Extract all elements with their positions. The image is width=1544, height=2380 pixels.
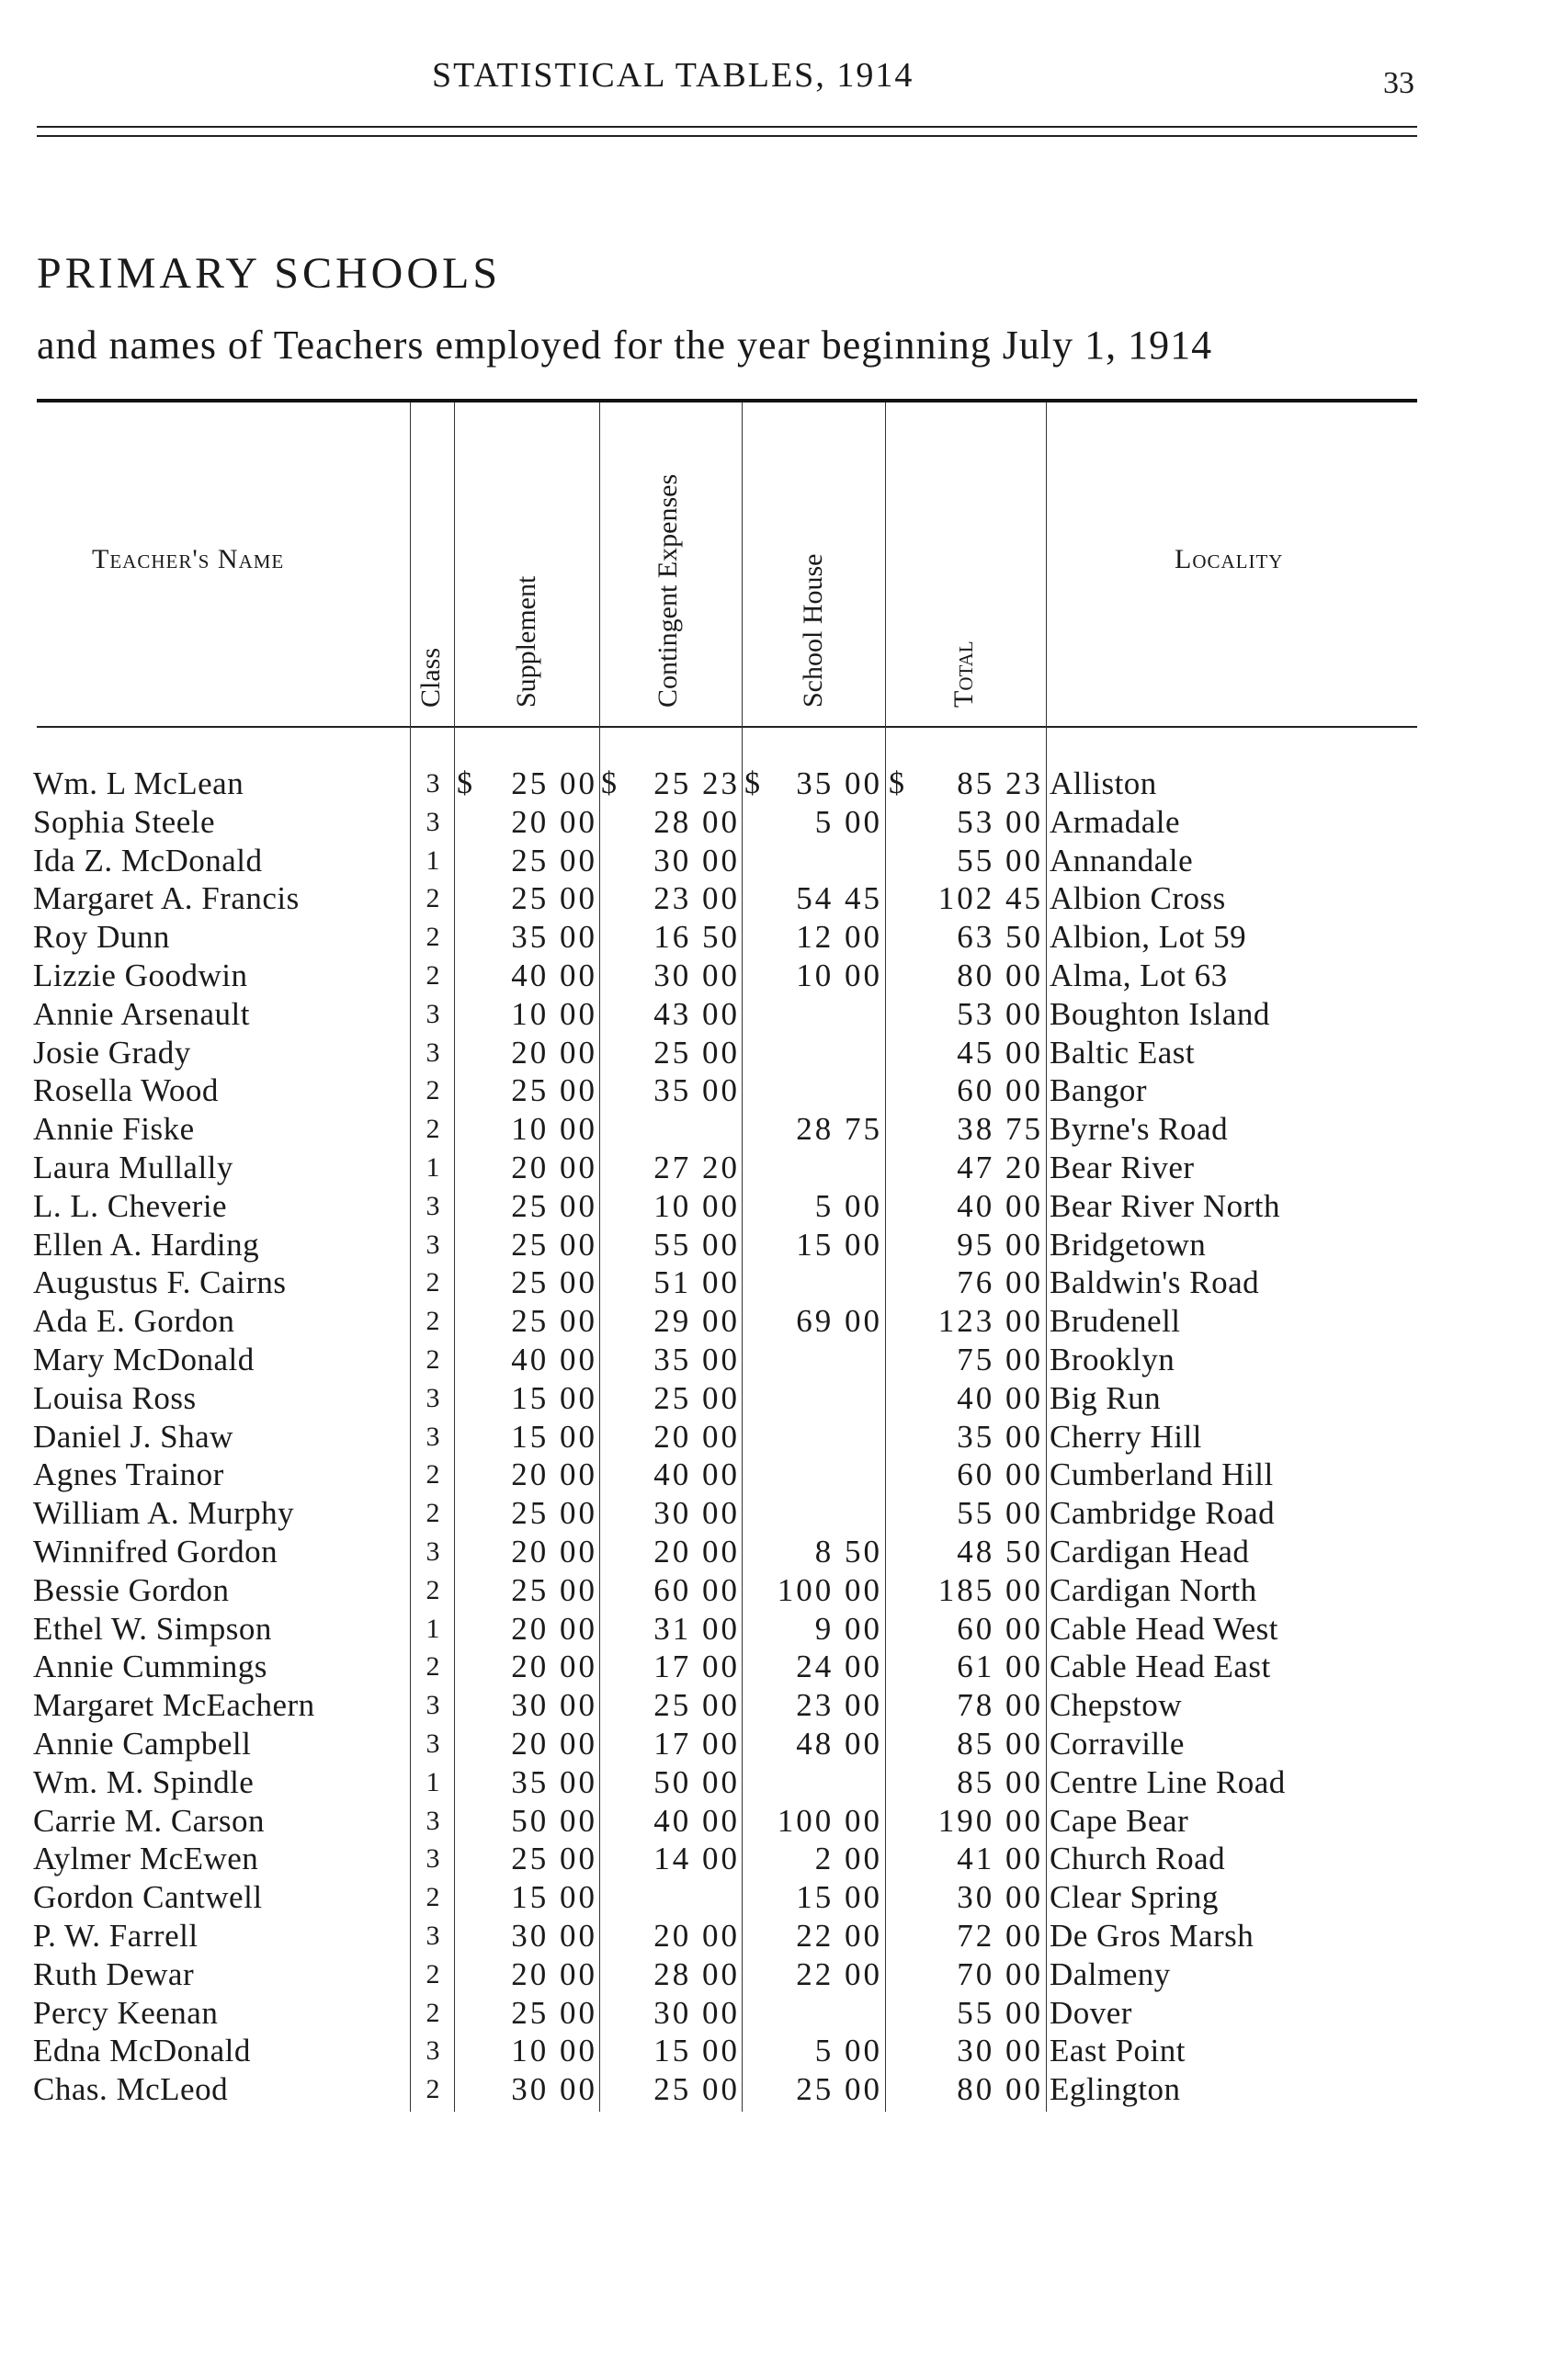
table-row <box>0 765 1544 803</box>
supplement-cell: 10 00 <box>511 995 597 1032</box>
total-cell: 48 50 <box>957 1533 1043 1570</box>
teacher-name: Ellen A. Harding <box>33 1226 260 1263</box>
supplement-cell: 30 00 <box>511 2071 597 2108</box>
contingent-expenses-cell: 20 00 <box>653 1533 740 1570</box>
class-cell: 1 <box>426 1766 440 1797</box>
table-row <box>0 1648 1544 1686</box>
supplement-cell: 25 00 <box>511 1303 597 1340</box>
school-house-cell: 28 75 <box>796 1111 882 1148</box>
class-cell: 2 <box>426 1651 440 1683</box>
locality-cell: Dalmeny <box>1050 1955 1171 1992</box>
contingent-expenses-cell: 30 00 <box>653 1495 740 1532</box>
class-cell: 3 <box>426 1229 440 1260</box>
locality-cell: Chepstow <box>1050 1687 1182 1724</box>
total-cell: 30 00 <box>957 1879 1043 1916</box>
teacher-name: Roy Dunn <box>33 919 170 956</box>
total-cell: 78 00 <box>957 1687 1043 1724</box>
table-row <box>0 1110 1544 1149</box>
school-house-cell: 24 00 <box>796 1649 882 1685</box>
contingent-expenses-cell: 28 00 <box>653 803 740 840</box>
total-cell: 60 00 <box>957 1456 1043 1493</box>
teacher-name: L. L. Cheverie <box>33 1187 228 1224</box>
supplement-cell: 20 00 <box>511 1456 597 1493</box>
table-row <box>0 842 1544 880</box>
total-cell: 40 00 <box>957 1379 1043 1416</box>
locality-cell: Annandale <box>1050 842 1194 878</box>
table-row <box>0 1418 1544 1456</box>
locality-cell: Albion Cross <box>1050 880 1226 917</box>
teachers-table-body <box>0 765 1544 2109</box>
supplement-cell: 25 00 <box>511 1187 597 1224</box>
table-row <box>0 1187 1544 1226</box>
locality-cell: Eglington <box>1050 2071 1181 2108</box>
total-cell: 41 00 <box>957 1841 1043 1877</box>
class-cell: 3 <box>426 998 440 1029</box>
section-title: PRIMARY SCHOOLS <box>37 249 502 298</box>
school-house-cell: 5 00 <box>814 1187 882 1224</box>
teacher-name: Ruth Dewar <box>33 1955 195 1992</box>
table-row <box>0 1763 1544 1802</box>
locality-cell: Big Run <box>1050 1379 1162 1416</box>
total-cell: 63 50 <box>957 919 1043 956</box>
locality-cell: Brudenell <box>1050 1303 1181 1340</box>
locality-cell: Corraville <box>1050 1725 1185 1762</box>
class-cell: 2 <box>426 1114 440 1145</box>
dollar-sign: $ <box>889 766 904 800</box>
total-cell: 30 00 <box>957 2033 1043 2069</box>
supplement-cell: 50 00 <box>511 1802 597 1839</box>
school-house-cell: 12 00 <box>796 919 882 956</box>
teacher-name: Rosella Wood <box>33 1072 219 1109</box>
class-cell: 3 <box>426 1690 440 1721</box>
class-cell: 2 <box>426 1343 440 1375</box>
contingent-expenses-cell: 28 00 <box>653 1955 740 1992</box>
locality-cell: Byrne's Road <box>1050 1111 1229 1148</box>
table-row <box>0 1994 1544 2033</box>
supplement-cell: 10 00 <box>511 1111 597 1148</box>
teacher-name: Sophia Steele <box>33 803 215 840</box>
locality-cell: Cardigan Head <box>1050 1533 1250 1570</box>
contingent-expenses-cell: 25 00 <box>653 2071 740 2108</box>
locality-cell: Cumberland Hill <box>1050 1456 1274 1493</box>
contingent-expenses-cell: 35 00 <box>653 1341 740 1377</box>
total-cell: 47 20 <box>957 1149 1043 1185</box>
total-cell: 45 00 <box>957 1034 1043 1071</box>
class-cell: 1 <box>426 844 440 876</box>
school-house-cell: 23 00 <box>796 1687 882 1724</box>
teacher-name: Wm. M. Spindle <box>33 1763 255 1800</box>
total-cell: 60 00 <box>957 1072 1043 1109</box>
teacher-name: Margaret A. Francis <box>33 880 300 917</box>
contingent-expenses-cell: 23 00 <box>653 880 740 917</box>
col-header-supplement: Supplement <box>511 575 541 708</box>
locality-cell: Brooklyn <box>1050 1341 1175 1377</box>
school-house-cell: 25 00 <box>796 2071 882 2108</box>
locality-cell: Bridgetown <box>1050 1226 1207 1263</box>
teacher-name: Ethel W. Simpson <box>33 1610 272 1647</box>
supplement-cell: 15 00 <box>511 1418 597 1455</box>
contingent-expenses-cell: 31 00 <box>653 1610 740 1647</box>
locality-cell: Baltic East <box>1050 1034 1196 1071</box>
total-cell: 70 00 <box>957 1955 1043 1992</box>
contingent-expenses-cell: 29 00 <box>653 1303 740 1340</box>
contingent-expenses-cell: 25 23 <box>653 765 740 801</box>
contingent-expenses-cell: 30 00 <box>653 842 740 878</box>
supplement-cell: 25 00 <box>511 880 597 917</box>
table-row <box>0 879 1544 918</box>
teacher-name: Louisa Ross <box>33 1379 197 1416</box>
supplement-cell: 25 00 <box>511 842 597 878</box>
locality-cell: Bangor <box>1050 1072 1148 1109</box>
supplement-cell: 20 00 <box>511 1149 597 1185</box>
total-cell: 55 00 <box>957 1495 1043 1532</box>
table-row <box>0 2070 1544 2109</box>
table-row <box>0 1341 1544 1379</box>
class-cell: 3 <box>426 806 440 837</box>
total-cell: 61 00 <box>957 1649 1043 1685</box>
teacher-name: Agnes Trainor <box>33 1456 224 1493</box>
table-row <box>0 1456 1544 1494</box>
table-row <box>0 803 1544 842</box>
total-cell: 55 00 <box>957 1994 1043 2031</box>
class-cell: 2 <box>426 1075 440 1106</box>
col-header-teacher-name: Teacher's Name <box>92 544 285 574</box>
teacher-name: Percy Keenan <box>33 1994 219 2031</box>
supplement-cell: 25 00 <box>511 1226 597 1263</box>
teacher-name: Lizzie Goodwin <box>33 957 248 993</box>
table-row <box>0 918 1544 957</box>
school-house-cell: 5 00 <box>814 803 882 840</box>
contingent-expenses-cell: 15 00 <box>653 2033 740 2069</box>
running-title: STATISTICAL TABLES, 1914 <box>432 56 914 95</box>
class-cell: 2 <box>426 1882 440 1913</box>
teacher-name: Laura Mullally <box>33 1149 233 1185</box>
class-cell: 3 <box>426 1805 440 1836</box>
supplement-cell: 15 00 <box>511 1379 597 1416</box>
total-cell: 190 00 <box>937 1802 1043 1839</box>
class-cell: 3 <box>426 1190 440 1221</box>
table-row <box>0 1610 1544 1649</box>
table-row <box>0 1494 1544 1533</box>
teacher-name: Annie Cummings <box>33 1649 267 1685</box>
total-cell: 40 00 <box>957 1187 1043 1224</box>
school-house-cell: 8 50 <box>814 1533 882 1570</box>
class-cell: 2 <box>426 1574 440 1605</box>
contingent-expenses-cell: 16 50 <box>653 919 740 956</box>
supplement-cell: 25 00 <box>511 1994 597 2031</box>
class-cell: 3 <box>426 1920 440 1951</box>
table-row <box>0 2032 1544 2070</box>
contingent-expenses-cell: 40 00 <box>653 1456 740 1493</box>
teacher-name: Ida Z. McDonald <box>33 842 263 878</box>
table-top-rule <box>37 399 1417 402</box>
contingent-expenses-cell: 60 00 <box>653 1571 740 1608</box>
table-row <box>0 1802 1544 1841</box>
locality-cell: East Point <box>1050 2033 1186 2069</box>
locality-cell: De Gros Marsh <box>1050 1917 1254 1954</box>
col-header-locality: Locality <box>1175 544 1284 574</box>
school-house-cell: 10 00 <box>796 957 882 993</box>
supplement-cell: 20 00 <box>511 1533 597 1570</box>
school-house-cell: 2 00 <box>814 1841 882 1877</box>
class-cell: 2 <box>426 1267 440 1298</box>
class-cell: 3 <box>426 768 440 799</box>
locality-cell: Cambridge Road <box>1050 1495 1276 1532</box>
school-house-cell: 100 00 <box>777 1571 882 1608</box>
locality-cell: Cherry Hill <box>1050 1418 1202 1455</box>
total-cell: 53 00 <box>957 803 1043 840</box>
total-cell: 53 00 <box>957 995 1043 1032</box>
dollar-sign: $ <box>601 766 617 800</box>
school-house-cell: 35 00 <box>796 765 882 801</box>
contingent-expenses-cell: 25 00 <box>653 1379 740 1416</box>
locality-cell: Bear River <box>1050 1149 1195 1185</box>
teacher-name: Augustus F. Cairns <box>33 1264 287 1301</box>
teacher-name: Carrie M. Carson <box>33 1802 265 1839</box>
supplement-cell: 40 00 <box>511 957 597 993</box>
total-cell: 80 00 <box>957 957 1043 993</box>
school-house-cell: 22 00 <box>796 1917 882 1954</box>
locality-cell: Albion, Lot 59 <box>1050 919 1247 956</box>
dollar-sign: $ <box>744 766 760 800</box>
class-cell: 2 <box>426 1958 440 1989</box>
supplement-cell: 10 00 <box>511 2033 597 2069</box>
contingent-expenses-cell: 51 00 <box>653 1264 740 1301</box>
supplement-cell: 30 00 <box>511 1687 597 1724</box>
class-cell: 2 <box>426 1459 440 1490</box>
school-house-cell: 100 00 <box>777 1802 882 1839</box>
table-row <box>0 1071 1544 1110</box>
total-cell: 85 23 <box>957 765 1043 801</box>
teacher-name: Mary McDonald <box>33 1341 255 1377</box>
class-cell: 2 <box>426 1997 440 2028</box>
total-cell: 85 00 <box>957 1725 1043 1762</box>
contingent-expenses-cell: 35 00 <box>653 1072 740 1109</box>
table-row <box>0 1955 1544 1994</box>
total-cell: 55 00 <box>957 842 1043 878</box>
locality-cell: Bear River North <box>1050 1187 1280 1224</box>
teacher-name: Ada E. Gordon <box>33 1303 235 1340</box>
contingent-expenses-cell: 40 00 <box>653 1802 740 1839</box>
teacher-name: Aylmer McEwen <box>33 1841 259 1877</box>
locality-cell: Alliston <box>1050 765 1157 801</box>
class-cell: 3 <box>426 1843 440 1875</box>
teacher-name: Chas. McLeod <box>33 2071 229 2108</box>
class-cell: 1 <box>426 1151 440 1183</box>
total-cell: 60 00 <box>957 1610 1043 1647</box>
locality-cell: Alma, Lot 63 <box>1050 957 1228 993</box>
supplement-cell: 20 00 <box>511 1649 597 1685</box>
school-house-cell: 5 00 <box>814 2033 882 2069</box>
supplement-cell: 20 00 <box>511 1034 597 1071</box>
table-row <box>0 1264 1544 1302</box>
table-row <box>0 1533 1544 1571</box>
supplement-cell: 25 00 <box>511 1495 597 1532</box>
teacher-name: Bessie Gordon <box>33 1571 230 1608</box>
locality-cell: Church Road <box>1050 1841 1226 1877</box>
class-cell: 2 <box>426 1498 440 1529</box>
header-double-rule <box>37 126 1417 137</box>
contingent-expenses-cell: 43 00 <box>653 995 740 1032</box>
col-header-class: Class <box>415 647 446 708</box>
teacher-name: William A. Murphy <box>33 1495 295 1532</box>
table-row <box>0 1302 1544 1341</box>
supplement-cell: 40 00 <box>511 1341 597 1377</box>
school-house-cell: 54 45 <box>796 880 882 917</box>
locality-cell: Baldwin's Road <box>1050 1264 1260 1301</box>
teacher-name: Edna McDonald <box>33 2033 251 2069</box>
table-row <box>0 1686 1544 1725</box>
contingent-expenses-cell: 30 00 <box>653 1994 740 2031</box>
table-row <box>0 1840 1544 1878</box>
locality-cell: Cardigan North <box>1050 1571 1257 1608</box>
contingent-expenses-cell: 25 00 <box>653 1687 740 1724</box>
supplement-cell: 15 00 <box>511 1879 597 1916</box>
table-row <box>0 995 1544 1034</box>
contingent-expenses-cell: 14 00 <box>653 1841 740 1877</box>
supplement-cell: 25 00 <box>511 1072 597 1109</box>
contingent-expenses-cell: 10 00 <box>653 1187 740 1224</box>
supplement-cell: 35 00 <box>511 1763 597 1800</box>
teacher-name: Winnifred Gordon <box>33 1533 278 1570</box>
class-cell: 2 <box>426 883 440 914</box>
table-row <box>0 1034 1544 1072</box>
locality-cell: Armadale <box>1050 803 1180 840</box>
table-header-rule <box>37 726 1417 728</box>
school-house-cell: 22 00 <box>796 1955 882 1992</box>
class-cell: 2 <box>426 922 440 953</box>
supplement-cell: 20 00 <box>511 803 597 840</box>
table-row <box>0 1878 1544 1917</box>
supplement-cell: 20 00 <box>511 1610 597 1647</box>
teacher-name: Daniel J. Shaw <box>33 1418 233 1455</box>
total-cell: 123 00 <box>937 1303 1043 1340</box>
supplement-cell: 20 00 <box>511 1725 597 1762</box>
section-subtitle: and names of Teachers employed for the year beginning July 1, 1914 <box>37 323 1213 368</box>
supplement-cell: 25 00 <box>511 1264 597 1301</box>
table-row <box>0 1226 1544 1264</box>
locality-cell: Boughton Island <box>1050 995 1270 1032</box>
locality-cell: Centre Line Road <box>1050 1763 1286 1800</box>
contingent-expenses-cell: 20 00 <box>653 1418 740 1455</box>
locality-cell: Cable Head East <box>1050 1649 1271 1685</box>
contingent-expenses-cell: 20 00 <box>653 1917 740 1954</box>
dollar-sign: $ <box>457 766 472 800</box>
total-cell: 76 00 <box>957 1264 1043 1301</box>
class-cell: 2 <box>426 1306 440 1337</box>
total-cell: 80 00 <box>957 2071 1043 2108</box>
supplement-cell: 25 00 <box>511 765 597 801</box>
table-row <box>0 1571 1544 1610</box>
supplement-cell: 35 00 <box>511 919 597 956</box>
supplement-cell: 25 00 <box>511 1841 597 1877</box>
table-row <box>0 1379 1544 1418</box>
locality-cell: Cable Head West <box>1050 1610 1278 1647</box>
class-cell: 3 <box>426 2035 440 2067</box>
teacher-name: Annie Campbell <box>33 1725 252 1762</box>
total-cell: 75 00 <box>957 1341 1043 1377</box>
total-cell: 95 00 <box>957 1226 1043 1263</box>
school-house-cell: 9 00 <box>814 1610 882 1647</box>
class-cell: 1 <box>426 1613 440 1644</box>
total-cell: 38 75 <box>957 1111 1043 1148</box>
supplement-cell: 25 00 <box>511 1571 597 1608</box>
contingent-expenses-cell: 55 00 <box>653 1226 740 1263</box>
contingent-expenses-cell: 17 00 <box>653 1725 740 1762</box>
teacher-name: Gordon Cantwell <box>33 1879 263 1916</box>
school-house-cell: 69 00 <box>796 1303 882 1340</box>
class-cell: 2 <box>426 2074 440 2105</box>
page-number: 33 <box>1383 66 1414 100</box>
teacher-name: Annie Arsenault <box>33 995 250 1032</box>
total-cell: 35 00 <box>957 1418 1043 1455</box>
locality-cell: Clear Spring <box>1050 1879 1219 1916</box>
table-row <box>0 1917 1544 1955</box>
col-header-contingent-expenses: Contingent Expenses <box>653 473 683 708</box>
teacher-name: Margaret McEachern <box>33 1687 315 1724</box>
supplement-cell: 20 00 <box>511 1955 597 1992</box>
running-head <box>0 55 1544 110</box>
supplement-cell: 30 00 <box>511 1917 597 1954</box>
class-cell: 3 <box>426 1536 440 1567</box>
total-cell: 102 45 <box>937 880 1043 917</box>
total-cell: 185 00 <box>937 1571 1043 1608</box>
teacher-name: Josie Grady <box>33 1034 191 1071</box>
col-header-school-house: School House <box>798 553 828 708</box>
school-house-cell: 15 00 <box>796 1226 882 1263</box>
total-cell: 72 00 <box>957 1917 1043 1954</box>
total-cell: 85 00 <box>957 1763 1043 1800</box>
locality-cell: Cape Bear <box>1050 1802 1189 1839</box>
contingent-expenses-cell: 50 00 <box>653 1763 740 1800</box>
class-cell: 3 <box>426 1421 440 1452</box>
teacher-name: Annie Fiske <box>33 1111 195 1148</box>
table-row <box>0 1149 1544 1187</box>
teacher-name: Wm. L McLean <box>33 765 244 801</box>
teacher-name: P. W. Farrell <box>33 1917 199 1954</box>
class-cell: 2 <box>426 959 440 991</box>
class-cell: 3 <box>426 1037 440 1068</box>
school-house-cell: 15 00 <box>796 1879 882 1916</box>
class-cell: 3 <box>426 1728 440 1759</box>
col-header-total: Total <box>948 640 979 708</box>
locality-cell: Dover <box>1050 1994 1132 2031</box>
table-row <box>0 1725 1544 1763</box>
contingent-expenses-cell: 25 00 <box>653 1034 740 1071</box>
school-house-cell: 48 00 <box>796 1725 882 1762</box>
table-row <box>0 957 1544 995</box>
contingent-expenses-cell: 27 20 <box>653 1149 740 1185</box>
contingent-expenses-cell: 30 00 <box>653 957 740 993</box>
contingent-expenses-cell: 17 00 <box>653 1649 740 1685</box>
class-cell: 3 <box>426 1382 440 1413</box>
